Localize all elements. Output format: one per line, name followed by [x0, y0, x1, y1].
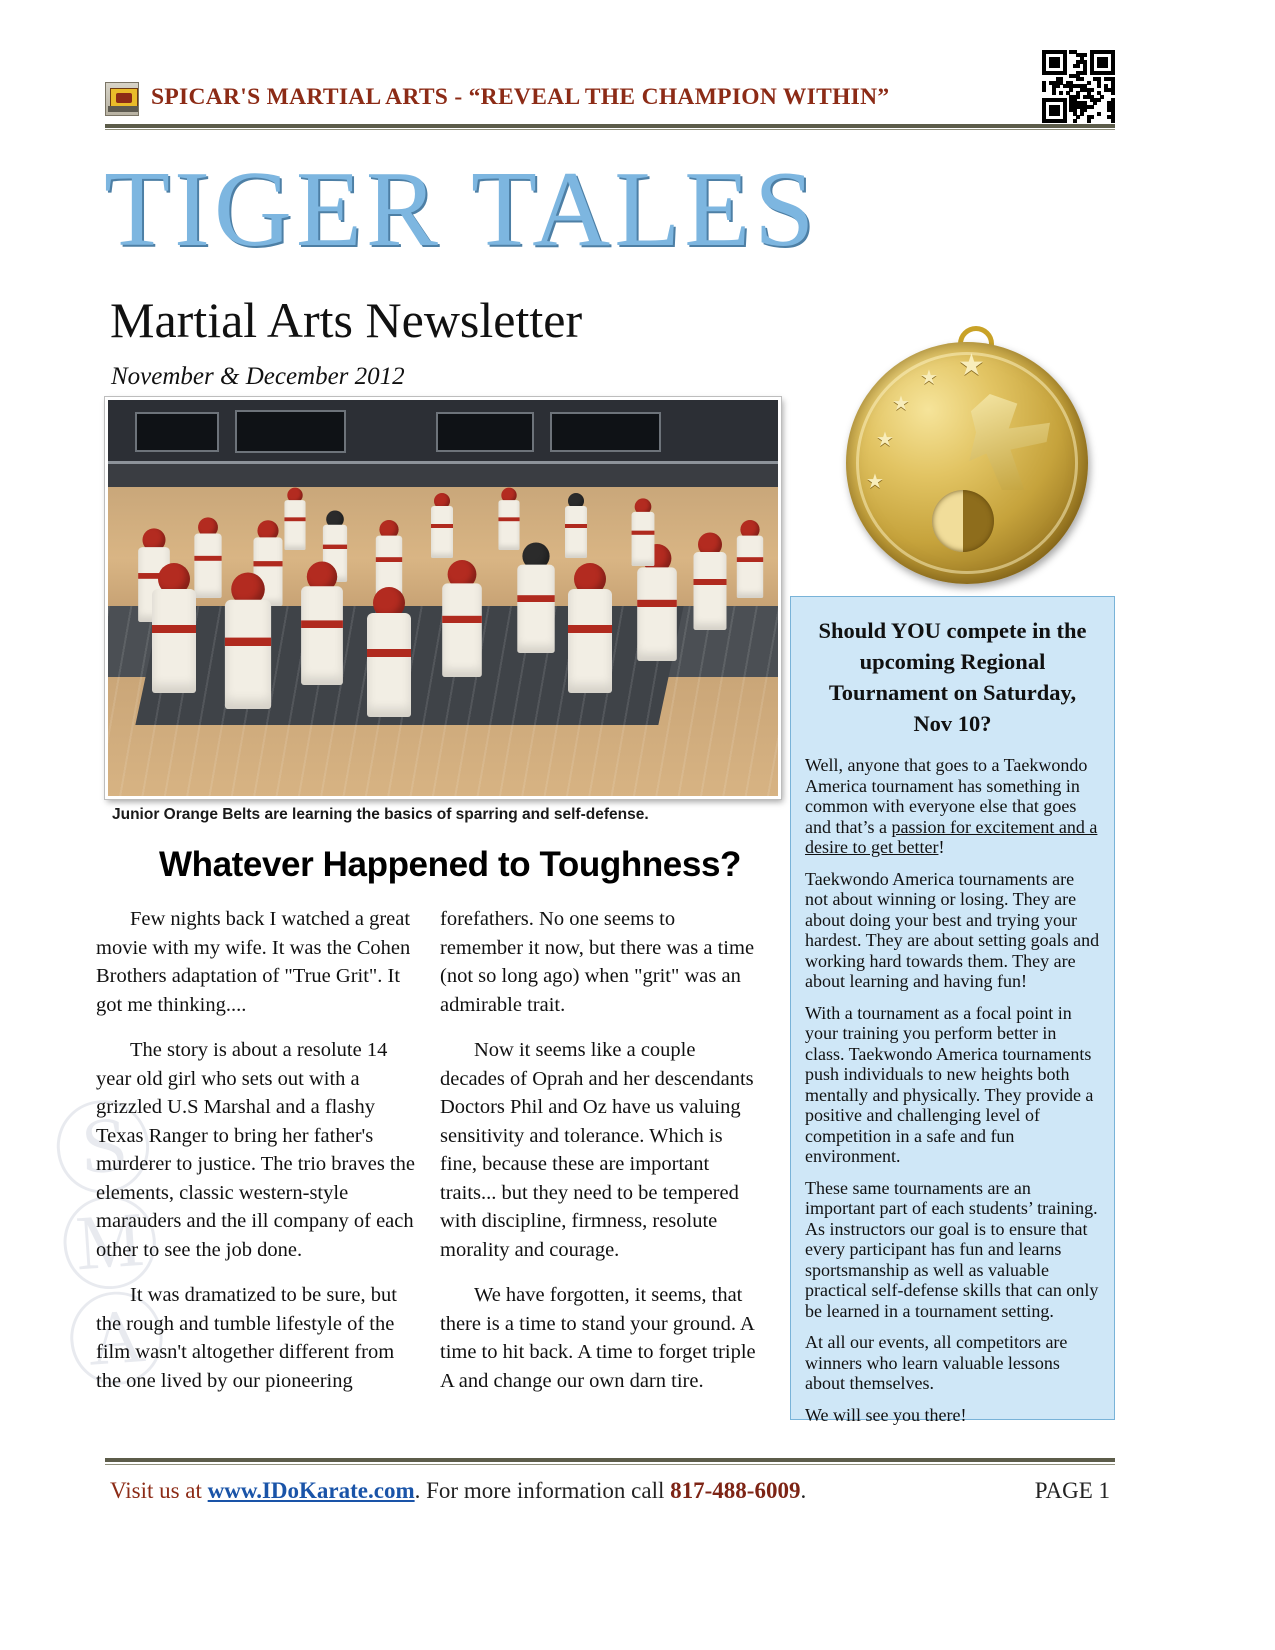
footer-visit-text: Visit us at: [110, 1478, 208, 1503]
student-figure: [429, 493, 455, 558]
hero-photo-image: [108, 400, 778, 796]
hero-photo: [105, 397, 781, 799]
footer: [110, 1478, 1110, 1504]
tournament-callout: [790, 596, 1115, 1425]
website-link[interactable]: www.IDoKarate.com: [207, 1478, 415, 1503]
tournament-callout-body: [791, 739, 1114, 1446]
header-divider-thin: [105, 129, 1115, 130]
student-figure: [148, 563, 200, 693]
article-column-left: [96, 905, 416, 1412]
student-figure: [297, 562, 346, 686]
tournament-paragraph: Well, anyone that goes to a Taekwondo America tournament has something in common with everyone else that goes and that’s a passion for excitement and a desire to get better!: [805, 755, 1098, 857]
header-divider: [105, 124, 1115, 128]
footer-middle-text: . For more information call: [414, 1478, 671, 1503]
student-figure: [514, 543, 558, 654]
article-title: Whatever Happened to Toughness?: [158, 845, 741, 884]
footer-divider-thin: [105, 1464, 1115, 1465]
article-paragraph: It was dramatized to be sure, but the rough and tumble lifestyle of the film wasn't altogether different from the one lived by our pioneering: [96, 1284, 397, 1392]
footer-divider: [105, 1458, 1115, 1462]
medal-image: ★ ★ ★ ★ ★: [846, 326, 1096, 584]
tournament-callout-heading: Should YOU compete in the upcoming Regional Tournament on Saturday, Nov 10?: [818, 618, 1087, 736]
student-figure: [363, 587, 415, 717]
tournament-paragraph: Taekwondo America tournaments are not about winning or losing. They are about doing your best and trying your hardest. They are about setting goals and working hard towards them. They are about learning and having fun!: [805, 868, 1100, 991]
article-paragraph: Now it seems like a couple decades of Oprah and her descendants Doctors Phil and Oz have us valuing sensitivity and tolerance. Which is fine, because these are important traits... but they need to be tempered with discipline, firmness, resolute morality and courage.: [440, 1039, 754, 1261]
background-watermark: Ⓢ Ⓜ Ⓐ: [49, 1092, 161, 1402]
underlined-phrase: passion for excitement and a desire to get better: [805, 816, 1098, 857]
issue-date: November & December 2012: [111, 363, 405, 390]
student-figure: [691, 532, 730, 630]
student-figure: [497, 488, 522, 550]
tournament-paragraph: At all our events, all competitors are winners who learn valuable lessons about themselves.: [805, 1332, 1068, 1393]
spicars-logo-icon: [105, 82, 139, 116]
tournament-paragraph: These same tournaments are an important part of each students’ training. As instructors our goal is to ensure that every participant has fun and learns sportsmanship as well as valuable practical self-defense skills that can only be learned in a tournament setting.: [805, 1177, 1099, 1321]
page-subtitle: Martial Arts Newsletter: [110, 292, 583, 348]
article-paragraph: forefathers. No one seems to remember it now, but there was a time (not so long ago) when "grit" was an admirable trait.: [440, 908, 755, 1016]
footer-phone: 817-488-6009: [670, 1478, 801, 1503]
page-title: TIGER TALES: [104, 150, 819, 269]
qr-code-icon[interactable]: [1042, 50, 1114, 122]
student-figure: [439, 560, 486, 677]
article-column-right: [440, 905, 760, 1412]
student-figure: [564, 563, 616, 693]
tournament-paragraph: With a tournament as a focal point in your training you perform better in class. Taekwondo America tournaments push individuals to new heights both mentally and physically. They provide a positive and challenging level of competition in a safe and fun environment.: [805, 1002, 1094, 1166]
article-paragraph: We have forgotten, it seems, that there is a time to stand your ground. A time to hit back. A time to forget triple A and change our own darn tire.: [440, 1284, 756, 1392]
photo-caption: Junior Orange Belts are learning the basics of sparring and self-defense.: [112, 806, 649, 823]
article-paragraph: The story is about a resolute 14 year old girl who sets out with a grizzled U.S Marshal and a flashy Texas Ranger to bring her father's murderer to justice. The trio braves the elements, classic western-style marauders and the ill company of each other to see the job done.: [96, 1039, 415, 1261]
page-number: PAGE 1: [1034, 1478, 1110, 1503]
student-figure: [282, 488, 307, 550]
footer-suffix: .: [800, 1478, 807, 1503]
tournament-paragraph: We will see you there!: [805, 1404, 967, 1425]
masthead-title: SPICAR'S MARTIAL ARTS - “REVEAL THE CHAMPION WITHIN”: [151, 84, 890, 110]
student-figure: [563, 493, 589, 558]
student-figure: [735, 520, 766, 598]
student-figure: [630, 499, 657, 567]
student-figure: [221, 572, 276, 709]
article-paragraph: Few nights back I watched a great movie with my wife. It was the Cohen Brothers adaptation of "True Grit". It got me thinking....: [96, 908, 411, 1016]
masthead: [105, 72, 1115, 124]
